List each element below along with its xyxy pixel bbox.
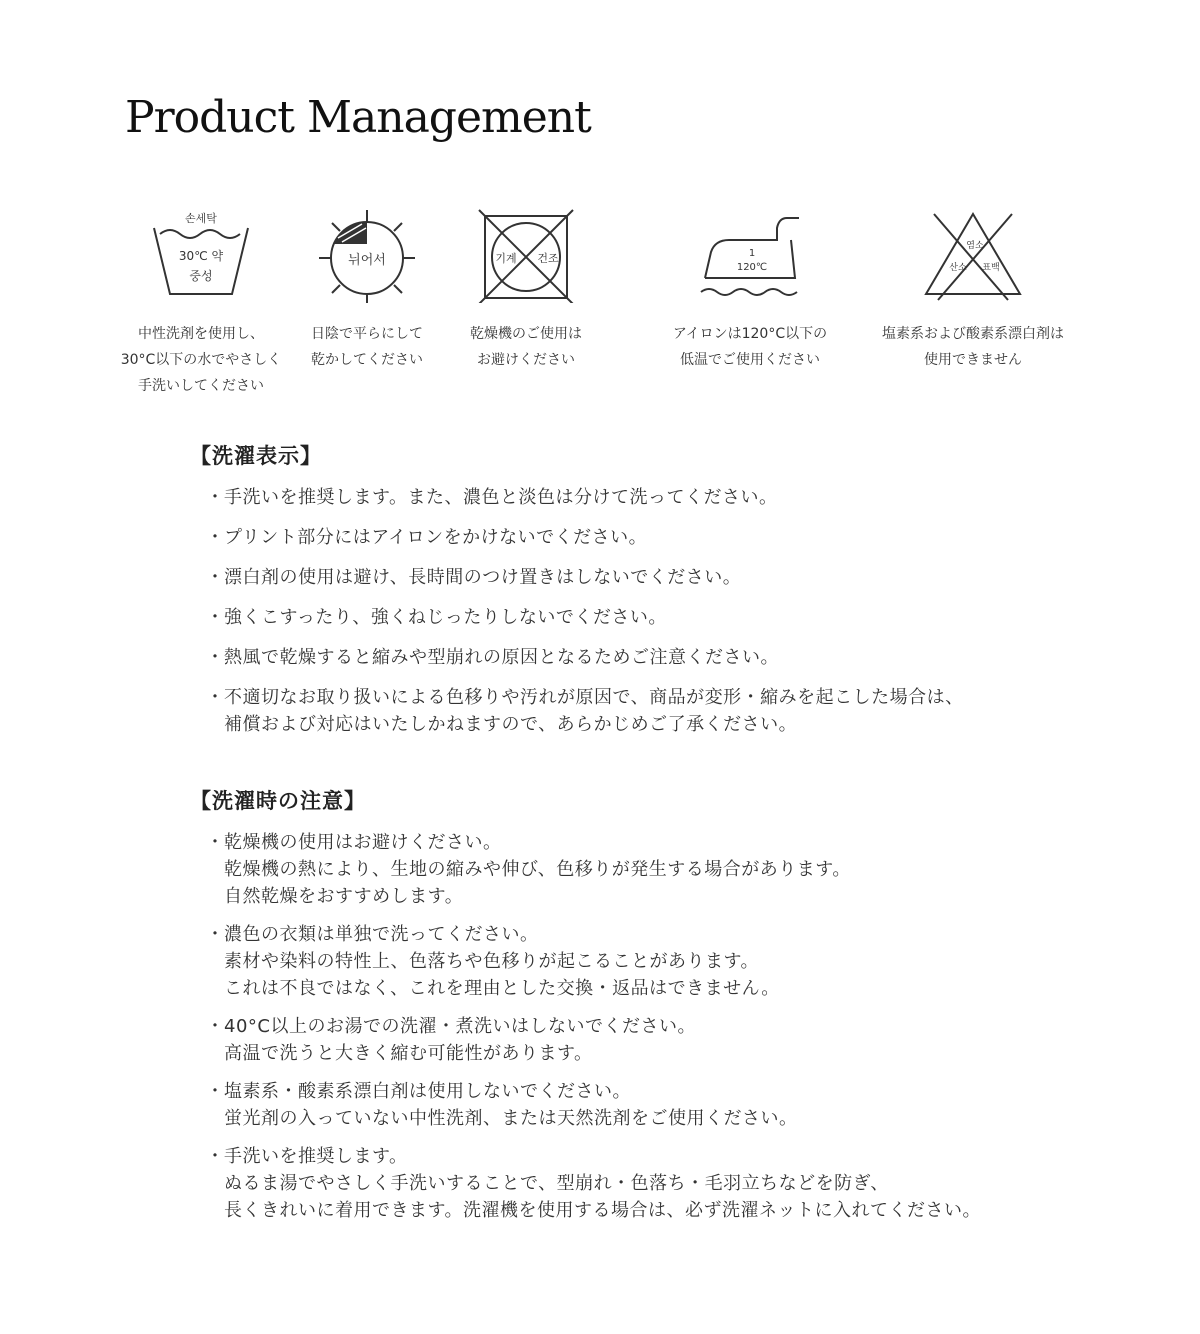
no-bleach-icon xyxy=(918,208,1028,303)
list-item xyxy=(190,644,1090,671)
list-item xyxy=(190,684,1090,738)
section-heading: 【洗濯表示】 xyxy=(190,444,322,468)
section-heading: 【洗濯時の注意】 xyxy=(190,789,366,813)
care-caption: アイロンは120°C以下の 低温でご使用ください xyxy=(672,326,828,368)
list-item-text: 手洗いを推奨します。また、濃色と淡色は分けて洗ってください。 xyxy=(224,487,778,508)
list-item-text: 手洗いを推奨します。 xyxy=(224,1146,408,1167)
care-label: 뉘어서 xyxy=(348,253,386,268)
list-item-text: プリント部分にはアイロンをかけないでください。 xyxy=(224,527,648,548)
list-item-text: 自然乾燥をおすすめします。 xyxy=(224,886,464,907)
care-caption: 中性洗剤を使用し、 30°C以下の水でやさしく 手洗いしてください xyxy=(120,326,282,394)
care-caption: 日陰で平らにして 乾かしてください xyxy=(311,326,423,368)
care-label: 30℃ 약 xyxy=(178,249,224,263)
list-item-text: 補償および対応はいたしかねますので、あらかじめご了承ください。 xyxy=(224,714,798,735)
flat-dry-shade-icon xyxy=(312,208,422,303)
care-label: 산소 xyxy=(949,263,967,273)
bullet: ・ xyxy=(206,924,225,945)
list-item xyxy=(190,829,1090,910)
washing-notes-section xyxy=(190,785,1090,1235)
care-label: 건조 xyxy=(537,252,559,265)
list-item xyxy=(190,604,1090,631)
list-item xyxy=(190,1013,1090,1067)
iron-120-icon xyxy=(695,208,805,303)
page-title: Product Management xyxy=(125,92,591,143)
bullet: ・ xyxy=(206,687,225,708)
care-caption: 塩素系および酸素系漂白剤は 使用できません xyxy=(882,326,1064,368)
list-item xyxy=(190,564,1090,591)
list-item-text: ぬるま湯でやさしく手洗いすることで、型崩れ・色落ち・毛羽立ちなどを防ぎ、 xyxy=(224,1173,889,1194)
list-item-text: 素材や染料の特性上、色落ちや色移りが起こることがあります。 xyxy=(224,951,760,972)
list-item xyxy=(190,1143,1090,1224)
list-item-text: 長くきれいに着用できます。洗濯機を使用する場合は、必ず洗濯ネットに入れてください。 xyxy=(224,1200,982,1221)
care-item-iron xyxy=(645,208,855,373)
washing-notes-list xyxy=(190,829,1090,1224)
list-item-text: 不適切なお取り扱いによる色移りや汚れが原因で、商品が変形・縮みを起こした場合は、 xyxy=(224,687,964,708)
bullet: ・ xyxy=(206,527,225,548)
list-item-text: 濃色の衣類は単独で洗ってください。 xyxy=(224,924,539,945)
care-caption: 乾燥機のご使用は お避けください xyxy=(470,326,582,368)
care-item-no-bleach xyxy=(868,208,1078,373)
list-item-text: 乾燥機の熱により、生地の縮みや伸び、色移りが発生する場合があります。 xyxy=(224,859,851,880)
list-item-text: 乾燥機の使用はお避けください。 xyxy=(224,832,502,853)
care-label: 손세탁 xyxy=(185,212,217,225)
care-label: 표백 xyxy=(982,263,1000,273)
bullet: ・ xyxy=(206,647,225,668)
hand-wash-30-icon xyxy=(146,208,256,303)
care-label: 중성 xyxy=(189,269,213,283)
bullet: ・ xyxy=(206,832,225,853)
list-item-text: 漂白剤の使用は避け、長時間のつけ置きはしないでください。 xyxy=(224,567,742,588)
list-item-text: これは不良ではなく、これを理由とした交換・返品はできません。 xyxy=(224,978,780,999)
no-tumble-dry-icon xyxy=(471,208,581,303)
list-item xyxy=(190,484,1090,511)
list-item-text: 蛍光剤の入っていない中性洗剤、または天然洗剤をご使用ください。 xyxy=(224,1108,798,1129)
care-item-no-tumble-dry xyxy=(421,208,631,373)
washing-label-list xyxy=(190,484,1090,738)
list-item-text: 40°C以上のお湯での洗濯・煮洗いはしないでください。 xyxy=(224,1016,696,1037)
bullet: ・ xyxy=(206,567,225,588)
bullet: ・ xyxy=(206,487,225,508)
care-label: 120℃ xyxy=(736,262,768,273)
list-item-text: 熱風で乾燥すると縮みや型崩れの原因となるためご注意ください。 xyxy=(224,647,779,668)
care-icons xyxy=(0,208,1200,408)
list-item xyxy=(190,524,1090,551)
list-item-text: 塩素系・酸素系漂白剤は使用しないでください。 xyxy=(224,1081,631,1102)
bullet: ・ xyxy=(206,1146,225,1167)
care-label: 기계 xyxy=(495,252,517,265)
care-label: 염소 xyxy=(966,241,984,251)
care-label: 1 xyxy=(748,248,756,259)
bullet: ・ xyxy=(206,1081,225,1102)
list-item-text: 強くこすったり、強くねじったりしないでください。 xyxy=(224,607,667,628)
bullet: ・ xyxy=(206,1016,225,1037)
list-item-text: 高温で洗うと大きく縮む可能性があります。 xyxy=(224,1043,593,1064)
list-item xyxy=(190,1078,1090,1132)
washing-label-section xyxy=(190,440,1090,751)
bullet: ・ xyxy=(206,607,225,628)
list-item xyxy=(190,921,1090,1002)
